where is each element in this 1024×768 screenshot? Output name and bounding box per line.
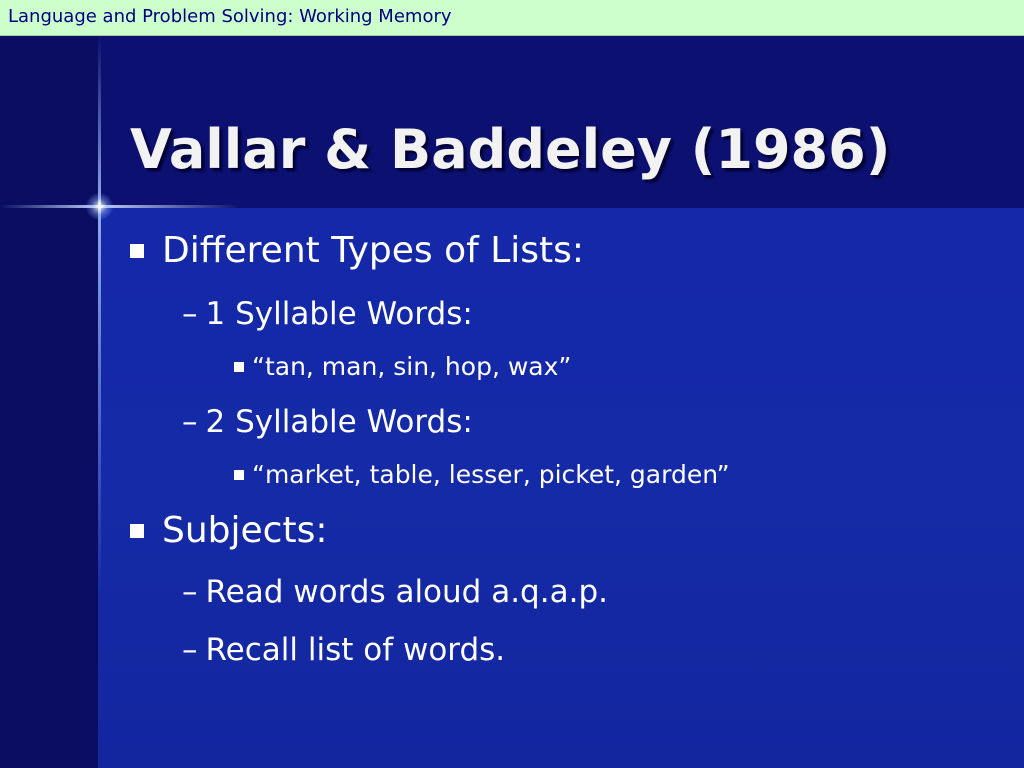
sparkle-vertical-decoration [98,36,101,596]
sub-bullet-text: Read words aloud a.q.a.p. [205,574,608,610]
header-title: Language and Problem Solving: Working Memory [8,6,452,27]
sparkle-star-icon [86,193,113,220]
dash-bullet-icon: – [182,404,198,440]
sub-bullet-item [182,574,608,610]
sub-bullet-text: 1 Syllable Words: [205,296,473,332]
square-bullet-icon [234,470,244,480]
dash-bullet-icon: – [182,296,198,332]
sub-sub-bullet-text: “market, table, lesser, picket, garden” [252,460,730,489]
sub-bullet-text: 2 Syllable Words: [205,404,473,440]
bullet-item [130,510,327,551]
square-bullet-icon [130,524,144,538]
sub-bullet-text: Recall list of words. [205,632,506,668]
sub-bullet-item [182,296,473,332]
left-band [0,36,98,768]
square-bullet-icon [130,244,144,258]
dash-bullet-icon: – [182,632,198,668]
bullet-text: Different Types of Lists: [162,230,585,271]
square-bullet-icon [234,362,244,372]
sparkle-horizontal-decoration [0,205,240,208]
sub-bullet-item [182,404,473,440]
header-bar [0,0,1024,36]
slide-title: Vallar & Baddeley (1986) [130,118,891,181]
sub-sub-bullet-text: “tan, man, sin, hop, wax” [252,352,572,381]
sub-sub-bullet-item [234,460,730,489]
dash-bullet-icon: – [182,574,198,610]
bullet-text: Subjects: [162,510,328,551]
sub-sub-bullet-item [234,352,571,381]
bullet-item [130,230,584,271]
sub-bullet-item [182,632,505,668]
